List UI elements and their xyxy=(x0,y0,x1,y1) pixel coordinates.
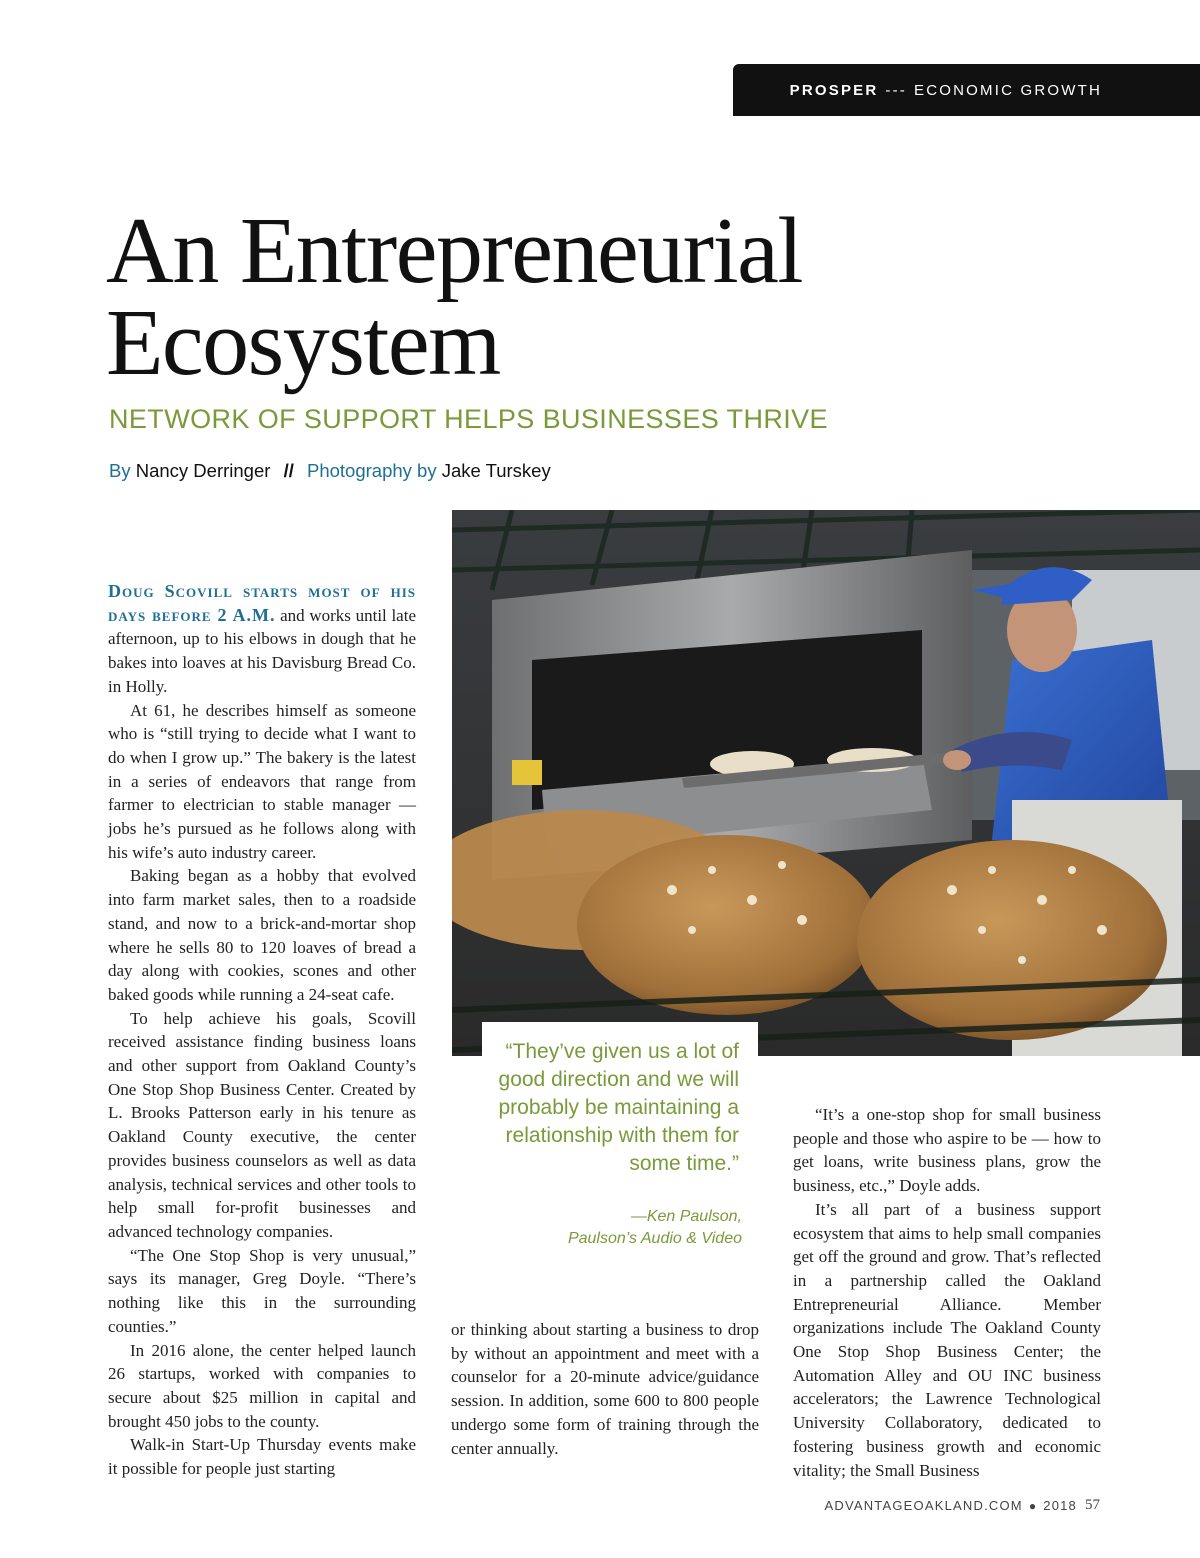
byline-separator: // xyxy=(283,460,294,481)
baker-photo xyxy=(452,510,1200,1056)
body-paragraph xyxy=(108,580,416,699)
article-title xyxy=(106,199,802,395)
byline-by-label: By xyxy=(109,460,131,481)
section-header-tab xyxy=(733,64,1200,116)
body-paragraph: To help achieve his goals, Scovill received assistance finding business loans and other support from Oakland County’s One Stop Shop Business Center. Created by L. Brooks Patterson early in his tenure as Oakland County executive, the center provides business counselors as well as data analysis, technical services and other tools to help small for-profit businesses and advanced technology companies. xyxy=(108,1008,416,1241)
page-footer xyxy=(824,1497,1100,1514)
body-paragraph: In 2016 alone, the center helped launch 26 startups, worked with companies to secure about $25 million in capital and brought 450 jobs to the county. xyxy=(108,1340,416,1431)
title-line-1: An Entrepreneurial xyxy=(106,199,802,303)
lead-paragraph-text: and works until late afternoon, up to his elbows in dough that he bakes into loaves at his Davisburg Bread Co. in Holly. xyxy=(108,605,416,696)
pull-quote: “They’ve given us a lot of good direction and we will probably be maintaining a relationship with them for some time.” xyxy=(498,1040,739,1175)
body-column-3 xyxy=(793,1103,1101,1482)
article-subtitle: NETWORK OF SUPPORT HELPS BUSINESSES THRIVE xyxy=(109,404,828,434)
attribution-company: Paulson’s Audio & Video xyxy=(567,1230,742,1247)
body-paragraph: “The One Stop Shop is very unusual,” says its manager, Greg Doyle. “There’s nothing like this in the surrounding counties.” xyxy=(108,1245,416,1336)
section-name: PROSPER xyxy=(789,81,879,99)
body-paragraph: Walk-in Start-Up Thursday events make it possible for people just starting xyxy=(108,1435,416,1479)
footer-divider-icon: ● xyxy=(1028,1498,1038,1513)
body-paragraph: Baking began as a hobby that evolved into farm market sales, then to a roadside stand, and now to a brick-and-mortar shop where he sells 80 to 120 loaves of bread a day along with cookies, scones and other baked goods while running a 24-seat cafe. xyxy=(108,866,416,1004)
attribution-name: —Ken Paulson, xyxy=(630,1208,742,1225)
section-topic: ECONOMIC GROWTH xyxy=(914,81,1102,99)
body-paragraph: or thinking about starting a business to drop by without an appointment and meet with a counselor for a 20-minute advice/guidance session. In addition, some 600 to 800 people undergo some form of training through the center annually. xyxy=(451,1320,759,1458)
page-number: 57 xyxy=(1085,1497,1100,1513)
section-separator: --- xyxy=(885,81,907,99)
byline-photo-label: Photography by xyxy=(306,460,437,481)
pull-quote-attribution xyxy=(492,1206,742,1250)
byline-author: Nancy Derringer xyxy=(135,460,271,481)
byline-photographer: Jake Turskey xyxy=(441,460,551,481)
footer-year: 2018 xyxy=(1043,1498,1077,1513)
footer-site: ADVANTAGEOAKLAND.COM xyxy=(824,1498,1023,1513)
byline xyxy=(109,460,551,482)
lead-in: Doug Scovill starts most of his days before 2 A.M. xyxy=(108,581,416,625)
body-paragraph: “It’s a one-stop shop for small business people and those who aspire to be — how to get loans, write business plans, grow the business, etc.,” Doyle adds. xyxy=(793,1105,1101,1196)
body-paragraph: At 61, he describes himself as someone who is “still trying to decide what I want to do when I grow up.” The bakery is the latest in a series of endeavors that range from farmer to electrician to stable manager — jobs he’s pursued as he follows along with his wife’s auto industry career. xyxy=(108,700,416,862)
title-line-2: Ecosystem xyxy=(106,291,500,395)
body-column-2 xyxy=(451,1318,759,1460)
body-column-1 xyxy=(108,580,416,1481)
body-paragraph: It’s all part of a business support ecosystem that aims to help small companies get off the ground and grow. That’s reflected in a partnership called the Oakland Entrepreneurial Alliance. Member organizations include The Oakland County One Stop Shop Business Center; the Automation Alley and OU INC business accelerators; the Lawrence Technological University Collaboratory, dedicated to fostering business growth and economic vitality; the Small Business xyxy=(793,1199,1101,1480)
